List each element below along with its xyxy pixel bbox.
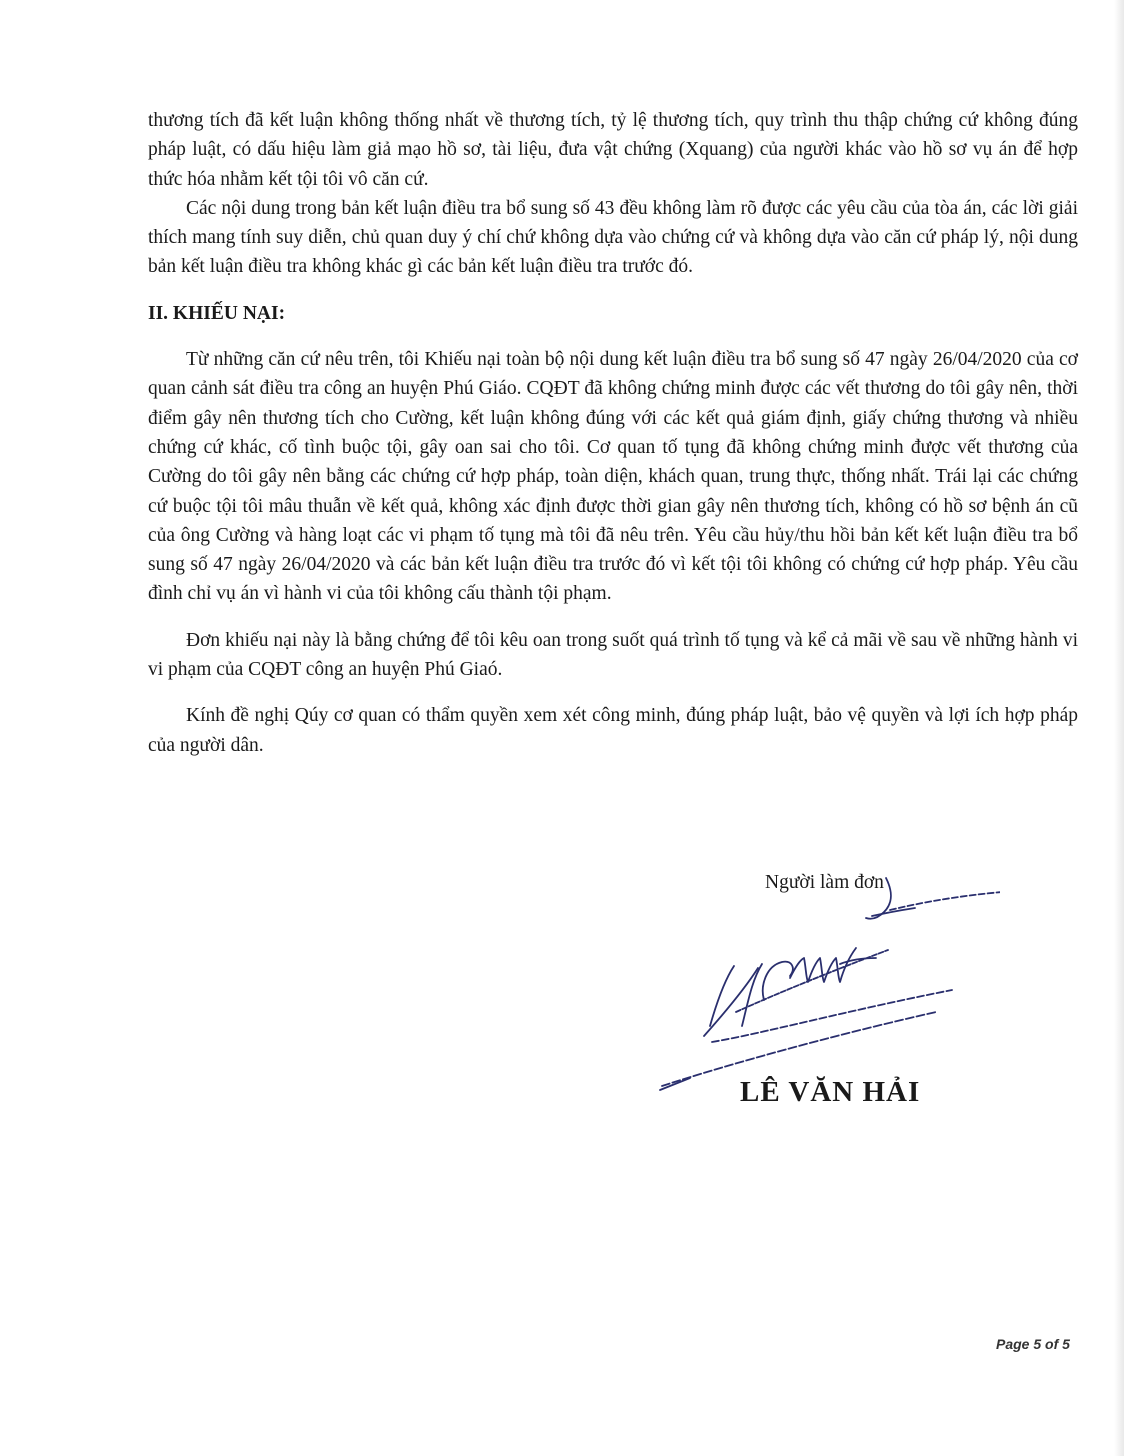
paragraph-complaint-main: Từ những căn cứ nêu trên, tôi Khiếu nại toàn bộ nội dung kết luận điều tra bổ sung số 47 ngày 26/04/2020 của cơ quan cảnh sát điều tra công an huyện Phú Giáo. CQĐT đã không chứng minh được các vết thương do tôi gây nên, thời điểm gây nên thương tích cho Cường, kết luận không đúng với các kết quả giám định, giấy chứng thương và nhiều chứng cứ khác, cố tình buộc tội, gây oan sai cho tôi. Cơ quan tố tụng đã không chứng minh được vết thương của Cường do tôi gây nên bằng các chứng cứ hợp pháp, toàn diện, khách quan, trung thực, thống nhất. Trái lại các chứng cứ buộc tội tôi mâu thuẫn về kết quả, không xác định được thời gian gây nên thương tích, không có hồ sơ bệnh án cũ của ông Cường và hàng loạt các vi phạm tố tụng mà tôi đã nêu trên. Yêu cầu hủy/thu hồi bản kết kết luận điều tra bổ sung số 47 ngày 26/04/2020 và các bản kết luận điều tra trước đó vì kết tội tôi không có chứng cứ hợp pháp. Yêu cầu đình chỉ vụ án vì hành vi của tôi không cấu thành tội phạm. [148, 349, 1078, 605]
signer-name: LÊ VĂN HẢI [740, 1076, 921, 1108]
paragraph-continuation: thương tích đã kết luận không thống nhất về thương tích, tỷ lệ thương tích, quy trình thu thập chứng cứ không đúng pháp luật, có dấu hiệu làm giả mạo hồ sơ, tài liệu, đưa vật chứng (Xquang) của người khác vào hồ sơ vụ án để hợp thức hóa nhằm kết tội tôi vô căn cứ. [148, 110, 1078, 190]
signer-role: Người làm đơn [765, 872, 884, 893]
document-body [148, 106, 1078, 760]
paragraph-conclusion-43: Các nội dung trong bản kết luận điều tra bổ sung số 43 đều không làm rõ được các yêu cầu của tòa án, các lời giải thích mang tính suy diễn, chủ quan duy ý chí chứ không dựa vào chứng cứ và không dựa vào căn cứ pháp lý, nội dung bản kết luận điều tra không khác gì các bản kết luận điều tra trước đó. [148, 197, 1078, 278]
paragraph-complaint-evidence: Đơn khiếu nại này là bằng chứng để tôi kêu oan trong suốt quá trình tố tụng và kể cả mãi về sau về những hành vi vi phạm của CQĐT công an huyện Phú Giaó. [148, 629, 1078, 681]
signature-block [640, 868, 1000, 1128]
paragraph-request: Kính đề nghị Qúy cơ quan có thẩm quyền xem xét công minh, đúng pháp luật, bảo vệ quyền và lợi ích hợp pháp của người dân. [148, 705, 1078, 756]
page-number: Page 5 of 5 [996, 1336, 1070, 1352]
section-heading-complaint: II. KHIẾU NẠI: [148, 302, 286, 324]
page-edge-shadow [1114, 0, 1124, 1456]
